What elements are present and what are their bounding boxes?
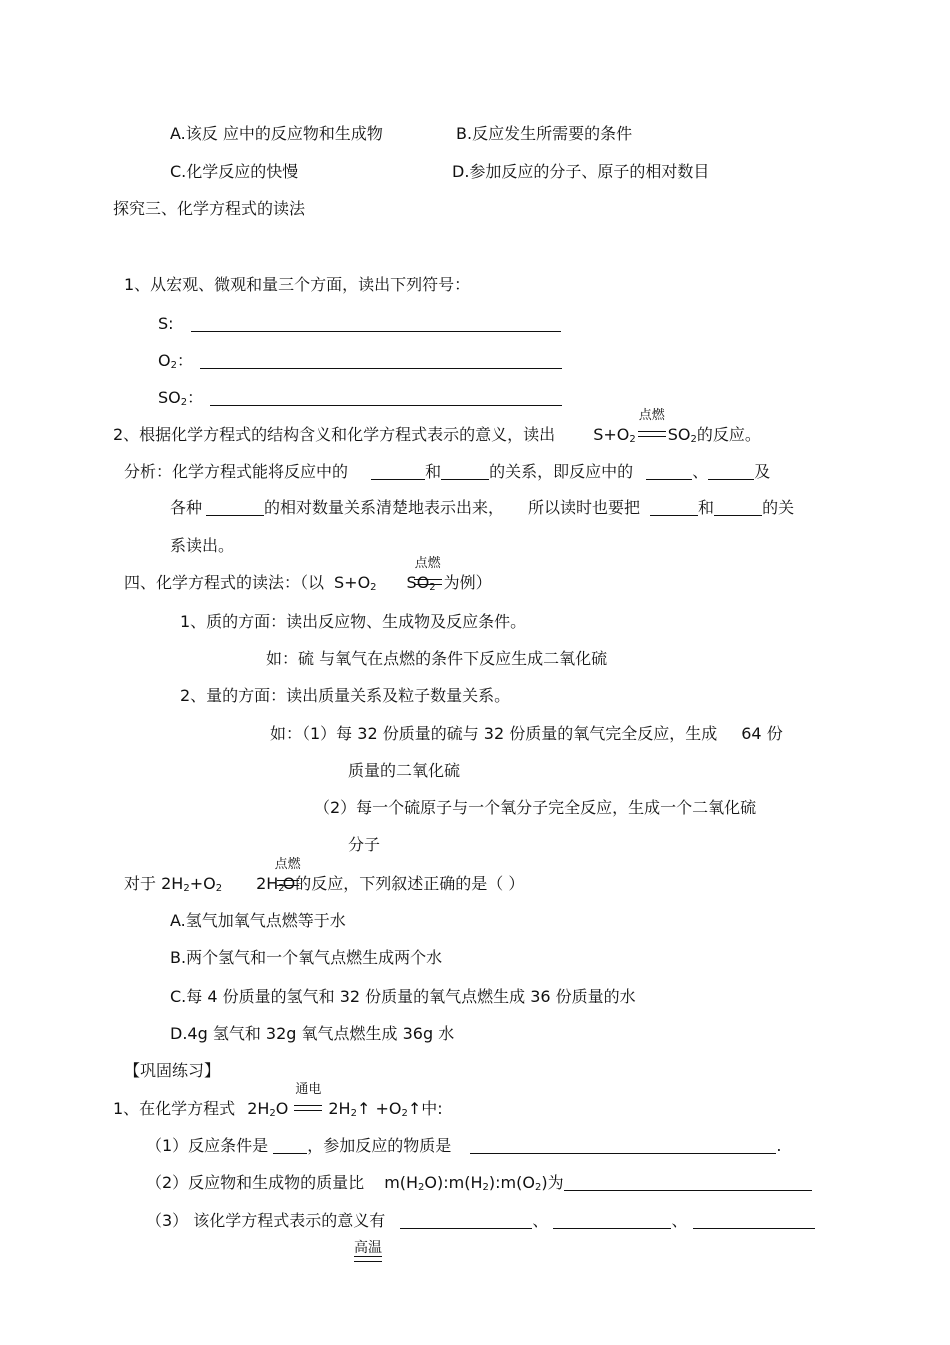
analysis-blank-2[interactable] [441,463,489,480]
item1-o2-row [158,351,562,376]
analysis-blank-3[interactable] [646,463,692,480]
practice-s2: （2）反应物和生成物的质量比 $m(H_2O):m(H_2):m(O_2)$为 [146,1173,812,1198]
item1-so2-blank[interactable] [210,389,562,406]
section4-p2: 2、量的方面：读出质量关系及粒子数量关系。 [180,686,511,705]
practice-q1: 1、在化学方程式 $2H_2O$ 通电 $2H_2↑$ $+O_2↑$中: [113,1082,443,1119]
section4-p1-example: 如：硫 与氧气在点燃的条件下反应生成二氧化硫 [266,649,608,668]
practice-s3: （3） 该化学方程式表示的意义有 、 、 [146,1211,815,1231]
section-title-3: 探究三、化学方程式的读法 [113,199,306,218]
section4-title: 四、化学方程式的读法：（以 $S+O_2$ $SO_2$ 点燃 为例） [124,556,492,593]
item1-text: 1、从宏观、微观和量三个方面，读出下列符号： [124,275,471,294]
q2-option-a: A.氢气加氧气点燃等于水 [170,911,346,930]
item2-text: 2、根据化学方程式的结构含义和化学方程式表示的意义，读出 $S+O_2$ 点燃 $SO_2$的反应。 [113,408,761,445]
practice-s3-blank-2[interactable] [553,1212,671,1229]
item1-so2-label: $SO_2$： [158,388,204,408]
practice-s1: （1）反应条件是 ，参加反应的物质是 . [146,1136,782,1155]
practice-title: 【巩固练习】 [124,1061,221,1080]
practice-s2-blank[interactable] [564,1174,812,1191]
q2-equation-sign: 点燃 [275,874,301,894]
option-d: D.参加反应的分子、原子的相对数目 [452,162,710,181]
section4-p1: 1、质的方面：读出反应物、生成物及反应条件。 [180,612,527,631]
analysis-line-2: 各种 的相对数量关系清楚地表示出来， 所以读时也要把 和 的关 [170,498,795,517]
practice-s3-blank-3[interactable] [693,1212,815,1229]
bottom-equation-sign: 高温 [354,1240,382,1262]
analysis-blank-6[interactable] [650,499,698,516]
analysis-line-1: 分析：化学方程式能将反应中的 和 的关系，即反应中的 、 及 [124,462,771,481]
analysis-blank-5[interactable] [206,499,264,516]
bottom-condition [354,1237,382,1262]
q2-option-c: C.每 4 份质量的氢气和 32 份质量的氧气点燃生成 36 份质量的水 [170,987,636,1006]
item1-o2-blank[interactable] [200,352,562,369]
practice-s1-blank-2[interactable] [470,1137,776,1154]
item1-s-label: S: [158,314,174,333]
option-c: C.化学反应的快慢 [170,162,299,181]
item1-s-blank[interactable] [191,315,561,332]
practice-s1-blank-1[interactable] [273,1137,307,1154]
q2-stem: 对于 $2H_2+O_2$ $2H_2$ 点燃 O的反应，下列叙述正确的是（ ） [124,857,525,894]
q2-option-b: B.两个氢气和一个氧气点燃生成两个水 [170,948,443,967]
analysis-blank-1[interactable] [371,463,425,480]
option-b: B.反应发生所需要的条件 [456,124,633,143]
analysis-line-3: 系读出。 [170,536,235,555]
analysis-blank-4[interactable] [708,463,754,480]
section4-p2-example1: 如：（1）每 32 份质量的硫与 32 份质量的氧气完全反应，生成 64 份 [270,724,783,743]
item2-equation-sign: 点燃 [636,425,668,445]
item1-so2-row [158,388,562,413]
item1-o2-label: $O_2$： [158,351,193,371]
practice-s3-blank-1[interactable] [400,1212,532,1229]
section4-equation-sign: 点燃 [412,573,444,593]
section4-p2-example2: （2）每一个硫原子与一个氧分子完全反应，生成一个二氧化硫 [314,798,757,817]
analysis-blank-7[interactable] [714,499,762,516]
practice-q1-equation-sign: 通电 [292,1099,324,1119]
option-a: A.该反 应中的反应物和生成物 [170,124,383,143]
section4-p2-example1-cont: 质量的二氧化硫 [348,761,461,780]
item1-s-row [158,314,561,334]
q2-option-d: D.4g 氢气和 32g 氧气点燃生成 36g 水 [170,1024,455,1043]
section4-p2-example2-cont: 分子 [348,835,381,854]
